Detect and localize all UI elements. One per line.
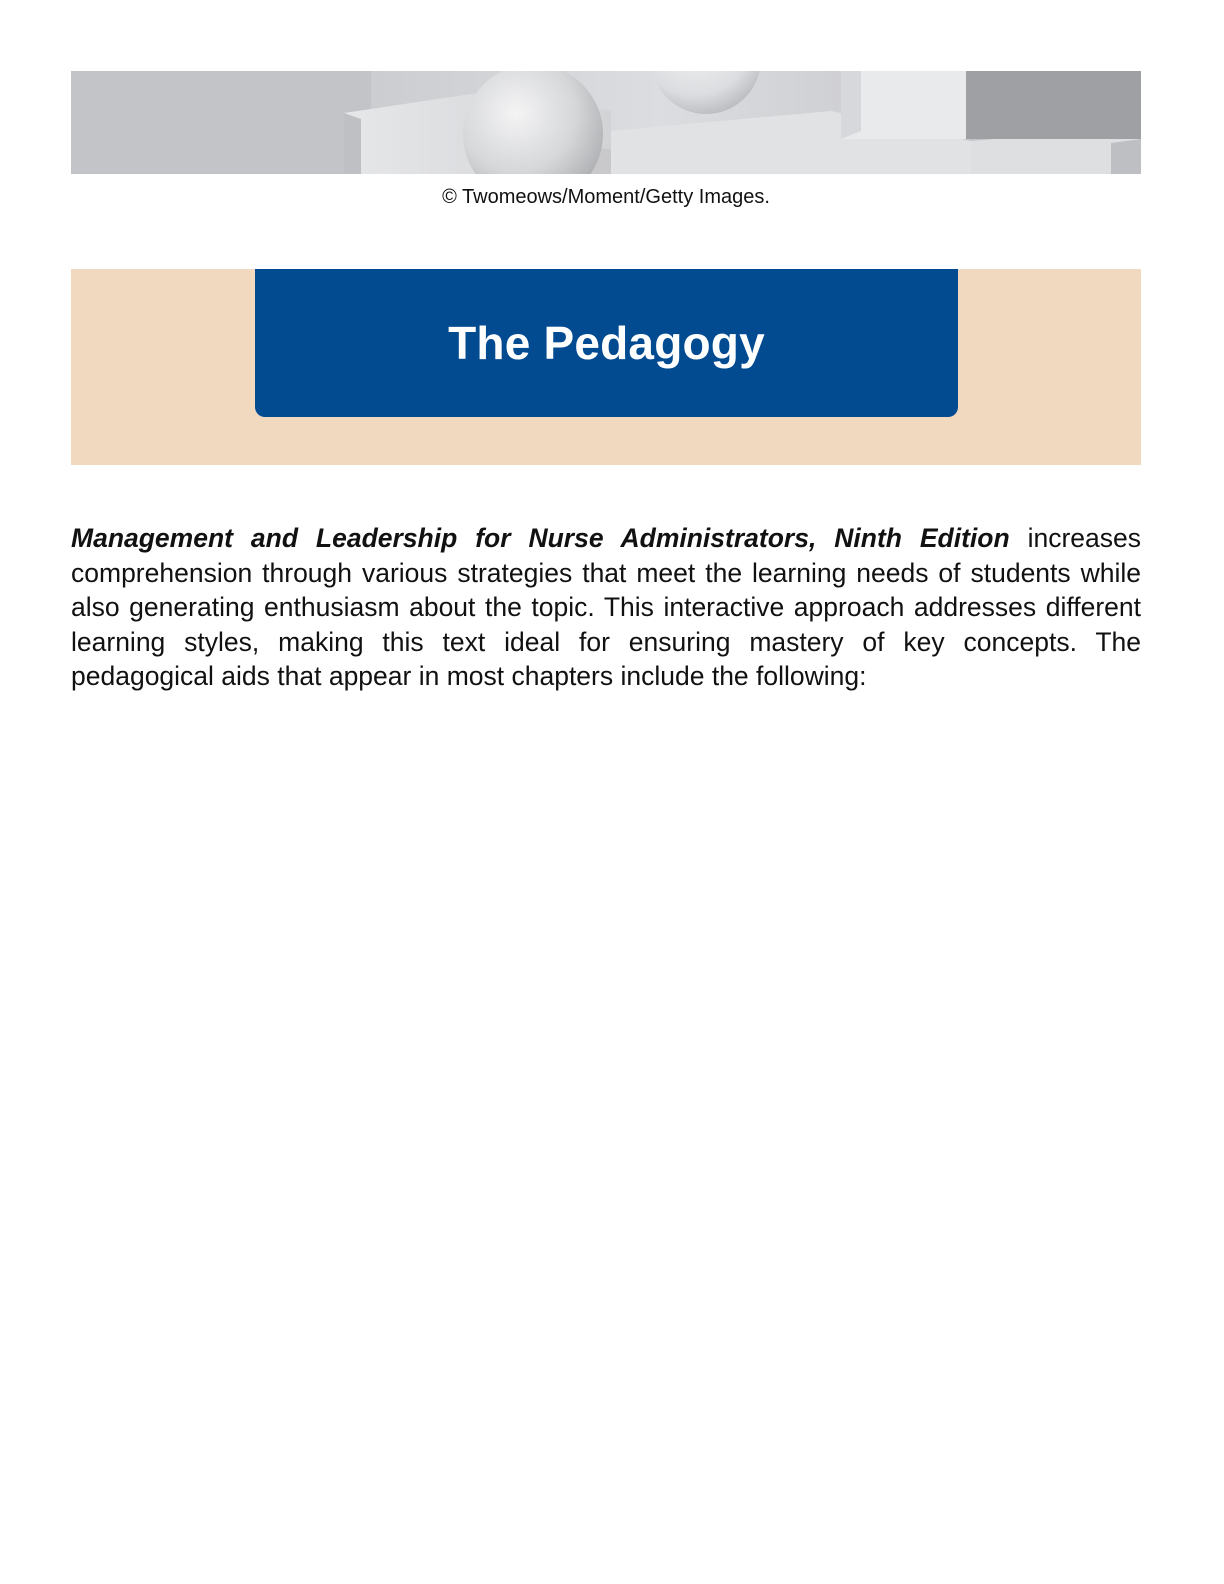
photo-credit: © Twomeows/Moment/Getty Images. bbox=[442, 186, 770, 208]
intro-paragraph bbox=[71, 521, 1141, 694]
book-title: Management and Leadership for Nurse Administrators, Ninth Edition bbox=[71, 523, 1010, 553]
intro-text: increases comprehension through various strategies that meet the learning needs of students while also generating enthusiasm about the topic. This interactive approach addresses different learning styles, making this text ideal for ensuring mastery of key concepts. The pedagogical aids that appear in most chapters include the following: bbox=[71, 523, 1141, 691]
chapter-title-box bbox=[255, 269, 958, 417]
geometric-shapes-photo bbox=[71, 71, 1141, 174]
header-image bbox=[71, 71, 1141, 174]
chapter-title: The Pedagogy bbox=[448, 317, 765, 369]
